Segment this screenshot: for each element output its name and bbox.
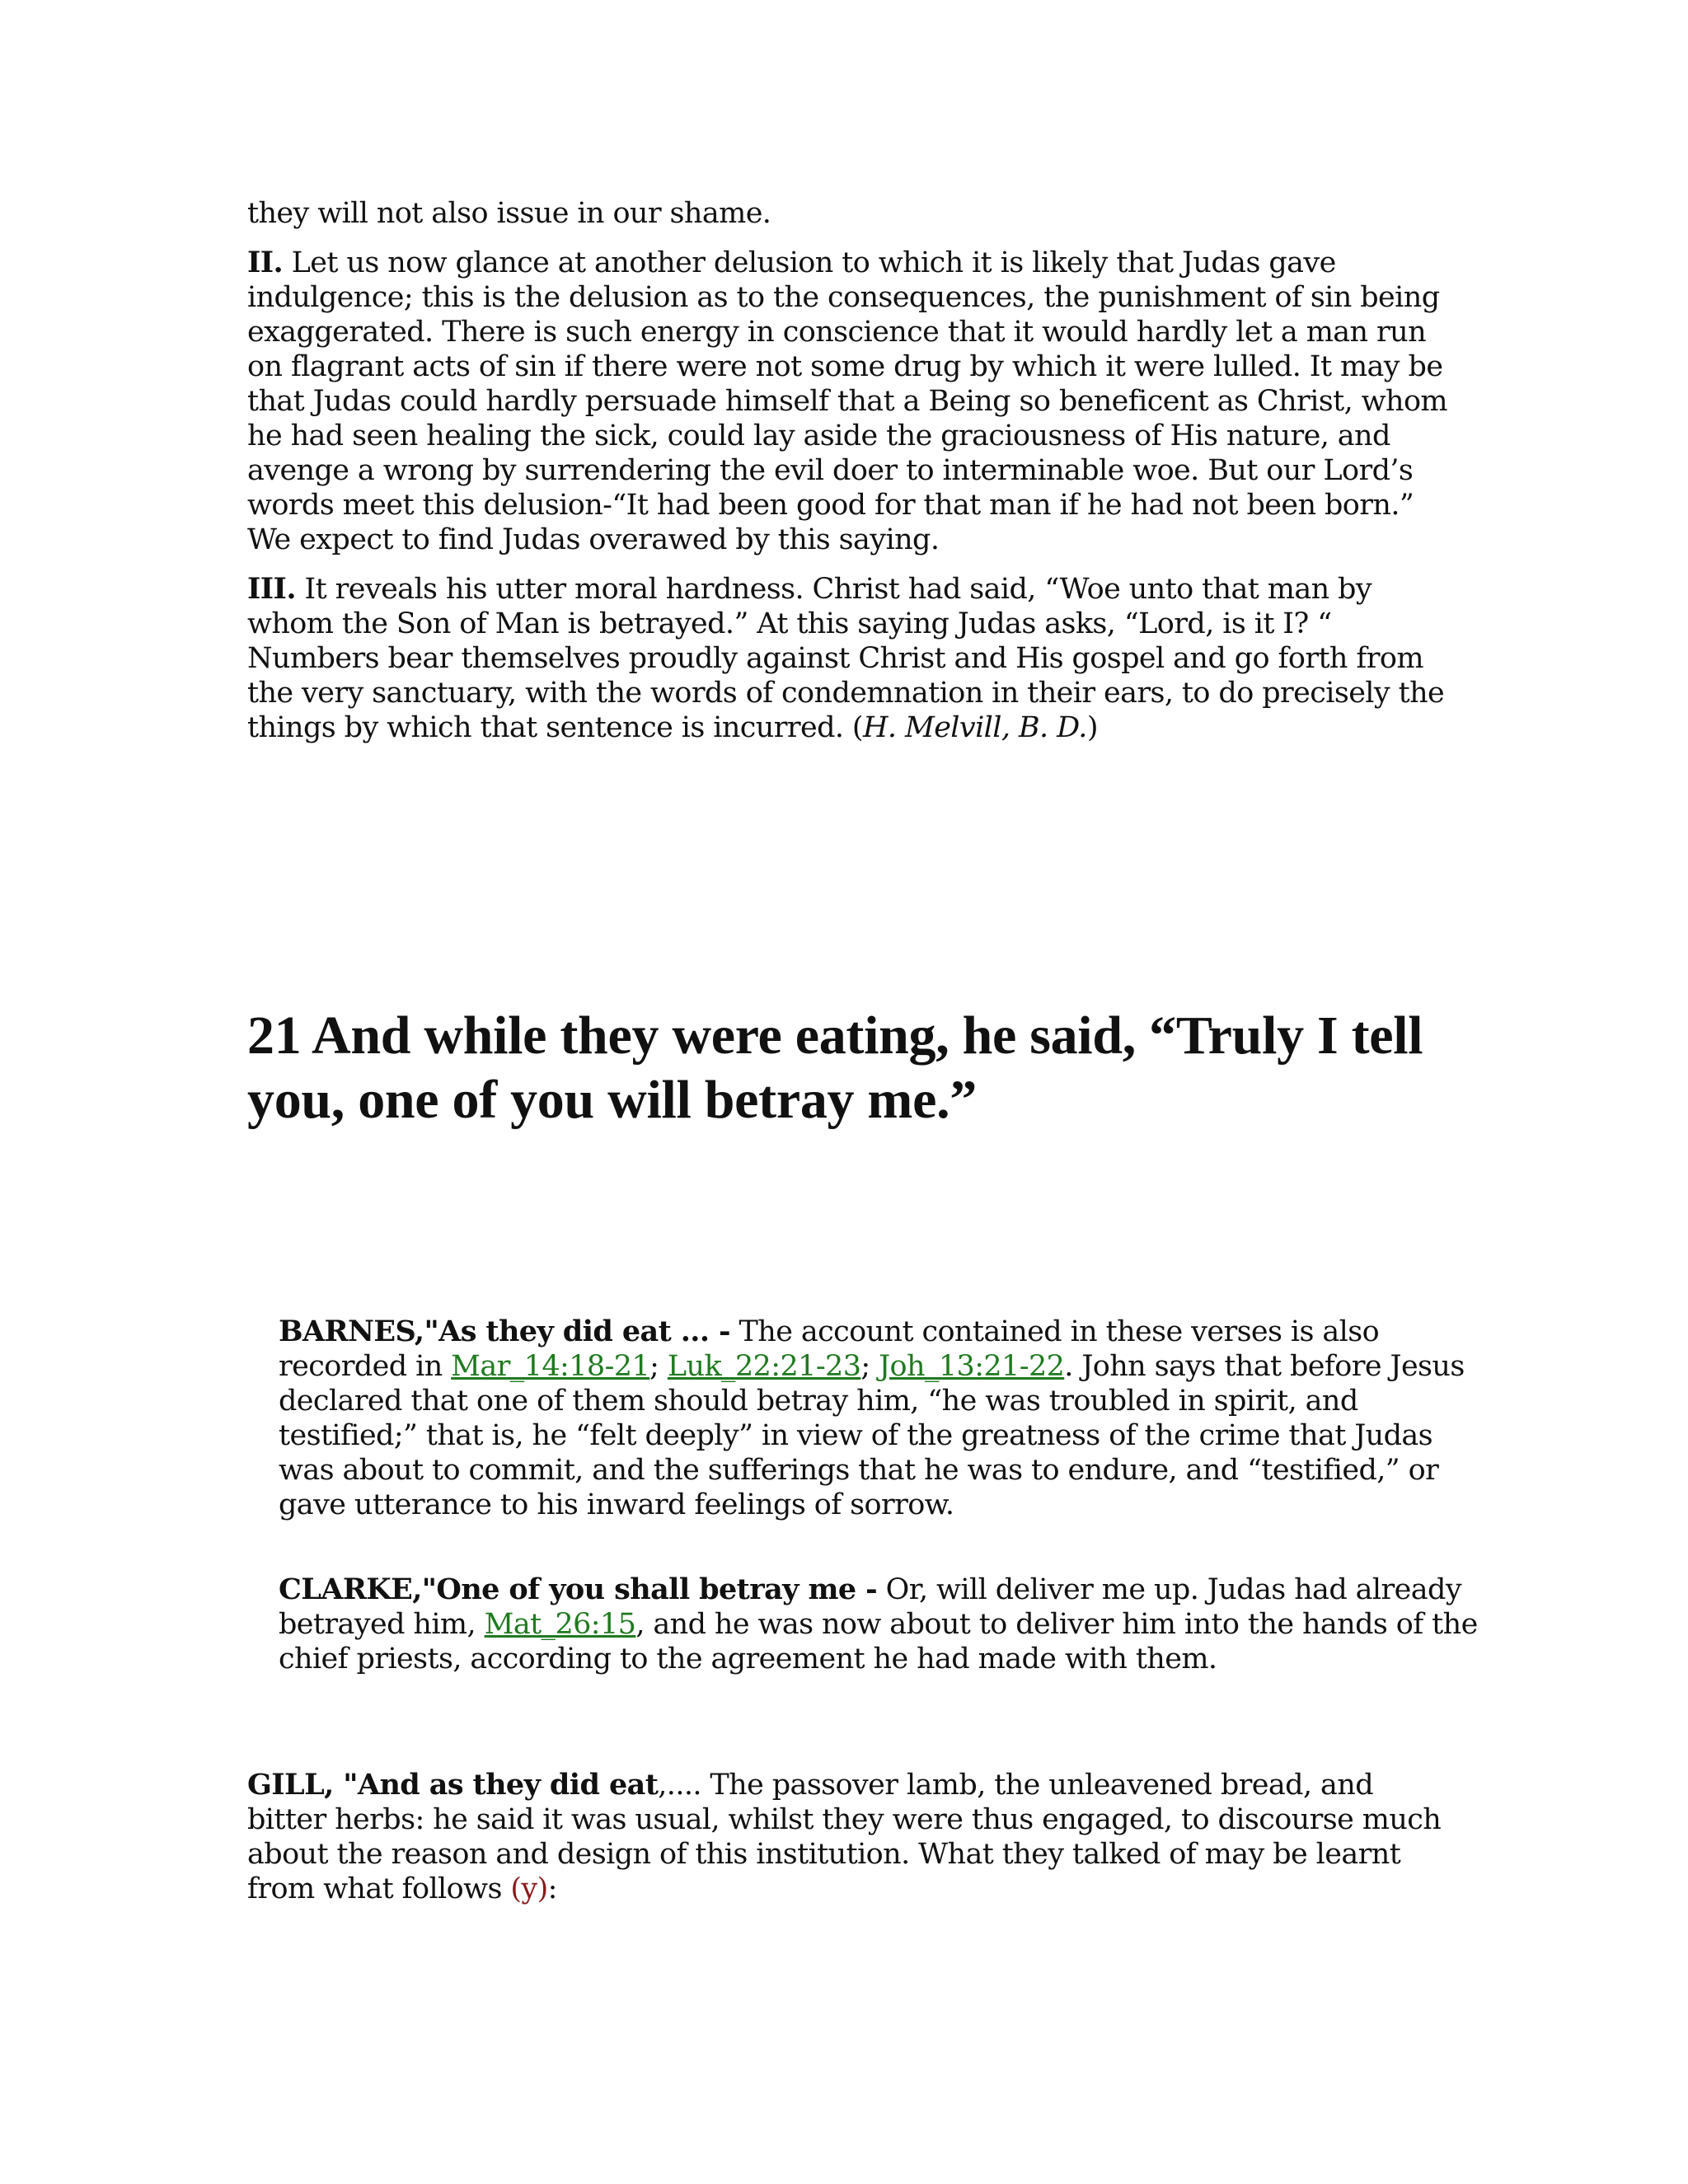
citation: H. Melvill, B. D. xyxy=(862,711,1087,744)
scripture-link-joh[interactable]: Joh_13:21-22 xyxy=(879,1350,1065,1383)
separator: ; xyxy=(649,1350,668,1383)
citation-close: ) xyxy=(1086,711,1098,744)
commentary-text: Or, will deliver me up. Judas had already betrayed him, xyxy=(279,1573,1462,1641)
commentary-lead: BARNES,"As they did eat ... - xyxy=(279,1315,730,1348)
separator: ; xyxy=(860,1350,879,1383)
commentary-barnes xyxy=(247,1315,1490,1522)
point-number: II. xyxy=(247,246,284,279)
commentary-text: ,.... The passover lamb, the unleavened bread, and bitter herbs: he said it was usual, whilst they were thus engaged, to discourse much about the reason and design of this institution. What they talked of may be learnt from what follows xyxy=(247,1769,1442,1905)
commentary-clarke xyxy=(247,1572,1490,1676)
commentary-text: : xyxy=(547,1872,557,1905)
paragraph-text: Let us now glance at another delusion to which it is likely that Judas gave indulgence; this is the delusion as to the consequences, the punishment of sin being exaggerated. There is such energy in conscience that it would hardly let a man run on flagrant acts of sin if there were not some drug by which it were lulled. It may be that Judas could hardly persuade himself that a Being so beneficent as Christ, whom he had seen healing the sick, could lay aside the graciousness of His nature, and avenge a wrong by surrendering the evil doer to interminable woe. But our Lord’s words meet this delusion-“It had been good for that man if he had not been born.” We expect to find Judas overawed by this saying. xyxy=(247,246,1448,556)
point-number: III. xyxy=(247,572,296,606)
paragraph-text: It reveals his utter moral hardness. Christ had said, “Woe unto that man by whom the Son of Man is betrayed.” At this saying Judas asks, “Lord, is it I? “ Numbers bear themselves proudly against Christ and His gospel and go forth from the very sanctuary, with the words of condemnation in their ears, to do precisely the things by which that sentence is incurred. ( xyxy=(247,573,1445,744)
footnote-ref[interactable]: (y) xyxy=(510,1872,548,1905)
commentary-lead: CLARKE,"One of you shall betray me - xyxy=(279,1572,878,1606)
scripture-link-mat[interactable]: Mat_26:15 xyxy=(484,1608,636,1641)
document-page xyxy=(247,196,1478,1905)
verse-heading: 21 And while they were eating, he said, “Truly I tell you, one of you will betray me.” xyxy=(247,1005,1423,1130)
commentary-lead: GILL, "And as they did eat xyxy=(247,1768,659,1802)
scripture-link-luk[interactable]: Luk_22:21-23 xyxy=(667,1350,861,1383)
scripture-link-mar[interactable]: Mar_14:18-21 xyxy=(451,1350,650,1383)
commentary-text: , and he was now about to deliver him into the hands of the chief priests, according to the agreement he had made with them. xyxy=(279,1608,1478,1675)
paragraph-point-two xyxy=(247,246,1459,557)
continuation-text: they will not also issue in our shame. xyxy=(247,197,771,230)
commentary-text: . John says that before Jesus declared that one of them should betray him, “he was troubled in spirit, and testified;” that is, he “felt deeply” in view of the greatness of the crime that Judas was about to commit, and the sufferings that he was to endure, and “testified,” or gave utterance to his inward feelings of sorrow. xyxy=(279,1350,1465,1521)
paragraph-continuation xyxy=(247,196,1459,231)
commentary-text: The account contained in these verses is also recorded in xyxy=(279,1315,1380,1383)
paragraph-point-three xyxy=(247,572,1459,745)
commentary-gill xyxy=(247,1768,1459,1906)
